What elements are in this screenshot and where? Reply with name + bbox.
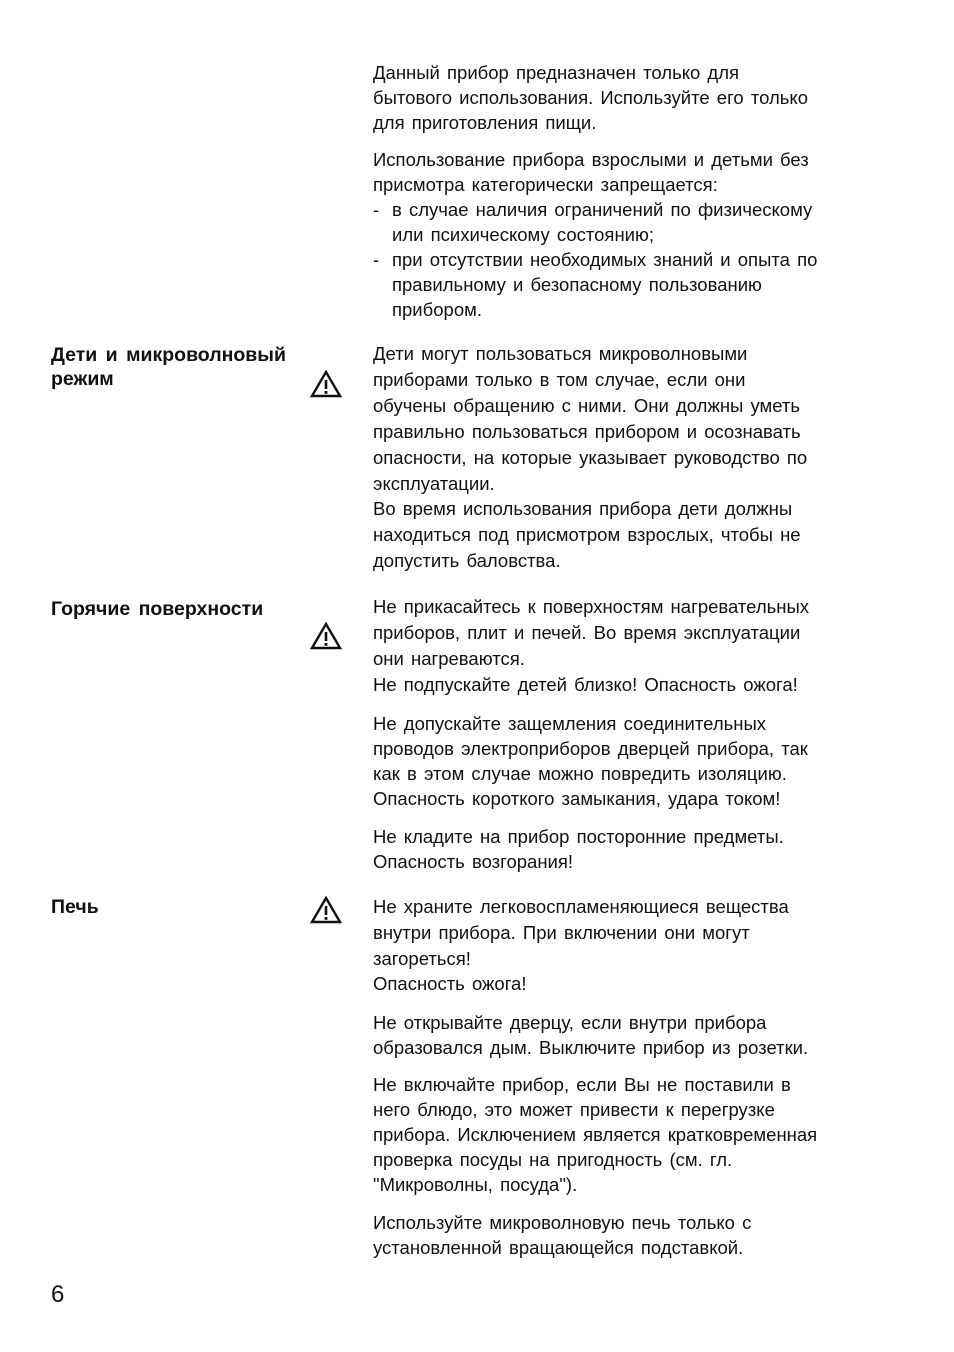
section-heading-oven: Печь [51, 896, 99, 918]
section-hot-paragraph-1: Не прикасайтесь к поверхностям нагревательных приборов, плит и печей. Во время эксплуатации они нагреваются. Не подпускайте детей близко! Опасность ожога! [373, 596, 810, 695]
intro-paragraph-2: Использование прибора взрослыми и детьми без присмотра категорически запрещается: [373, 149, 809, 195]
section-heading-children: Дети и микроволновый режим [51, 344, 286, 390]
section-hot-paragraph-2: Не допускайте защемления соединительных проводов электроприборов дверцей прибора, так как в этом случае можно повредить изоляцию. Опасность короткого замыкания, удара током! [373, 713, 808, 809]
section-oven-paragraph-1: Не храните легковоспламеняющиеся вещества внутри прибора. При включении они могут загореться! Опасность ожога! [373, 896, 789, 995]
warning-triangle-icon [310, 370, 342, 398]
intro-paragraph-1: Данный прибор предназначен только для бытового использования. Используйте его только для приготовления пищи. [373, 62, 809, 133]
warning-triangle-icon [310, 896, 342, 924]
section-hot-paragraph-3: Не кладите на прибор посторонние предметы. Опасность возгорания! [373, 826, 784, 872]
bullet-item: - при отсутствии необходимых знаний и опыта по правильному и безопасному пользованию прибором. [373, 249, 818, 320]
section-oven-paragraph-3: Не включайте прибор, если Вы не поставили в него блюдо, это может привести к перегрузке прибора. Исключением является кратковременная проверка посуды на пригодность (см. гл. "Микроволны, посуда"). [373, 1074, 818, 1195]
warning-triangle-icon [310, 622, 342, 650]
section-children-paragraph-1: Дети могут пользоваться микроволновыми приборами только в том случае, если они обучены обращению с ними. Они должны уметь правильно пользоваться прибором и осознавать опасности, на которые указывает руководство по эксплуатации. Во время использования прибора дети должны находиться под присмотром взрослых, чтобы не допустить баловства. [373, 343, 808, 572]
section-oven-paragraph-2: Не открывайте дверцу, если внутри прибора образовался дым. Выключите прибор из розетки. [373, 1012, 809, 1058]
section-heading-hot-surfaces: Горячие поверхности [51, 598, 264, 620]
page-number: 6 [51, 1281, 65, 1308]
bullet-item: - в случае наличия ограничений по физическому или психическому состоянию; [373, 199, 813, 245]
section-oven-paragraph-4: Используйте микроволновую печь только с установленной вращающейся подставкой. [373, 1212, 752, 1258]
